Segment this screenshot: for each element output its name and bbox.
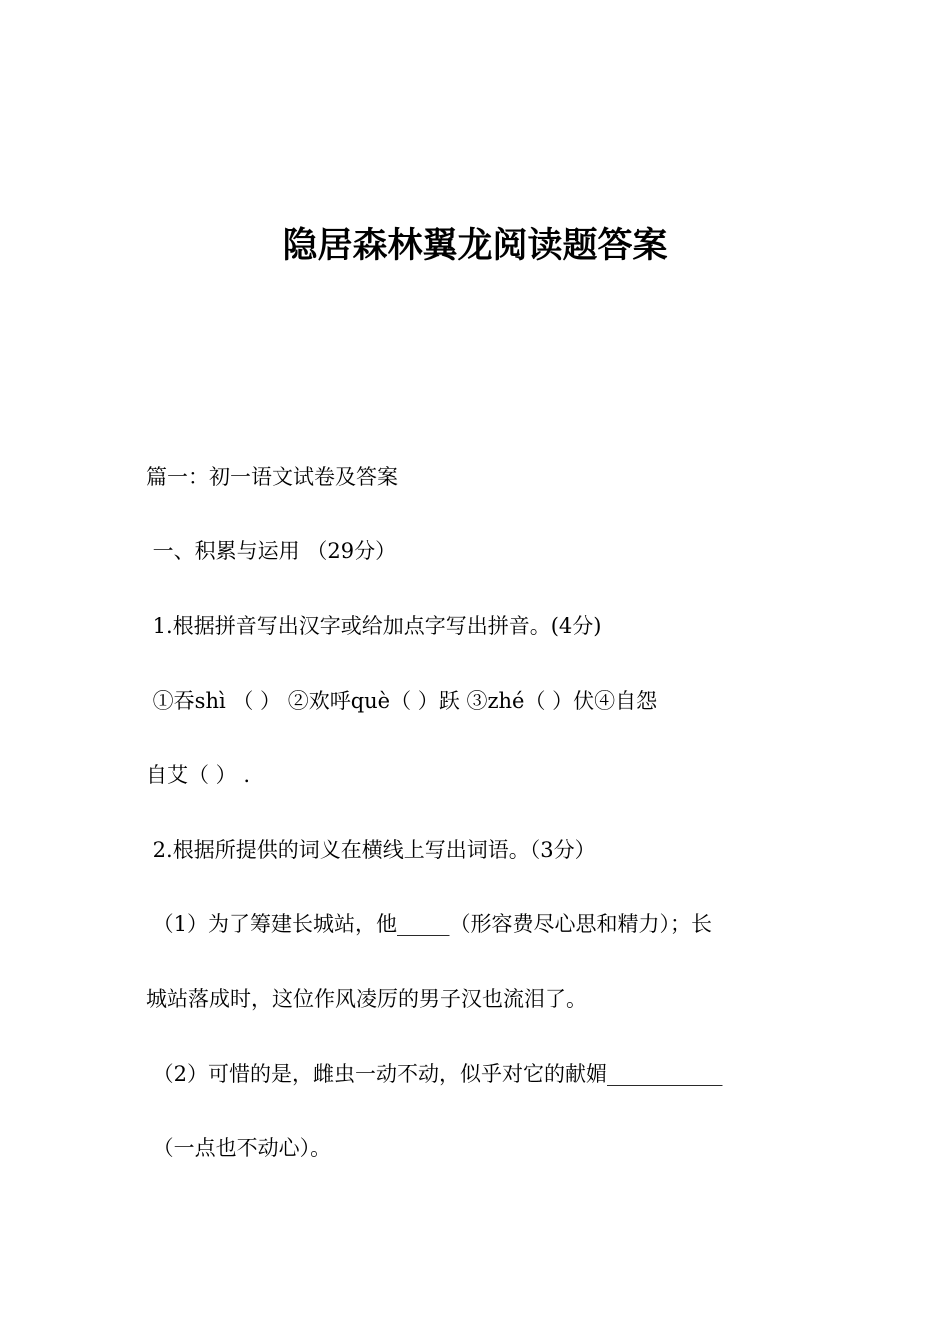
question-1-items-continued: 自艾（ ） . [146,763,251,787]
question-2: 2.根据所提供的词义在横线上写出词语。（3分） [146,838,596,862]
question-2-item-2: （2）可惜的是，雌虫一动不动，似乎对它的献媚___________ [146,1062,723,1086]
question-2-item-1: （1）为了筹建长城站，他_____（形容费尽心思和精力）；长 [146,912,713,936]
question-1-items: ①吞shì （ ） ②欢呼què（ ）跃 ③zhé（ ）伏④自怨 [146,689,658,713]
part-heading: 一、积累与运用 （29分） [146,539,397,563]
question-2-item-2-continued: （一点也不动心）。 [146,1136,332,1160]
document-title: 隐居森林翼龙阅读题答案 [282,226,668,266]
question-1: 1.根据拼音写出汉字或给加点字写出拼音。(4分) [146,614,602,638]
section-heading: 篇一：初一语文试卷及答案 [146,465,398,489]
question-2-item-1-continued: 城站落成时，这位作风凌厉的男子汉也流泪了。 [146,987,587,1011]
